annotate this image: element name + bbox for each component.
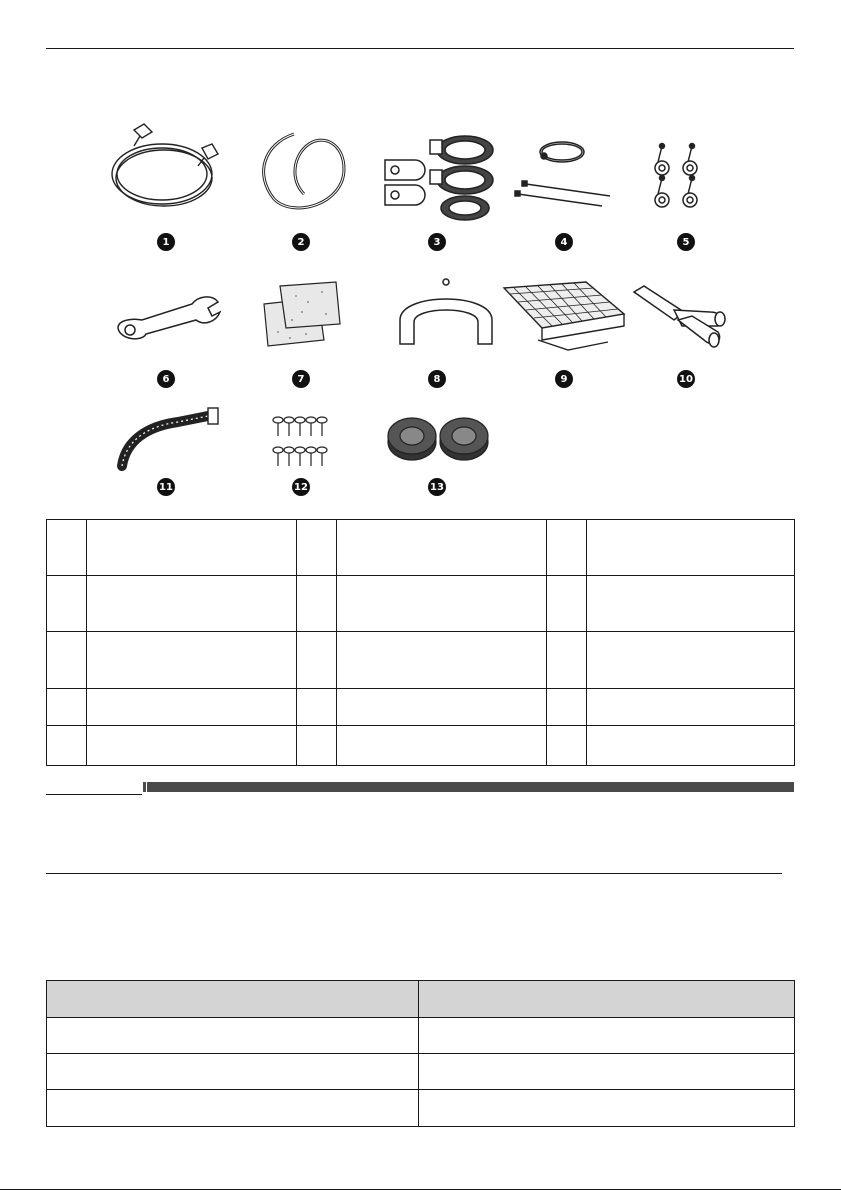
part-number-badge: 7 (292, 370, 310, 388)
part-number-badge: 9 (555, 370, 573, 388)
drain-hose-icon (254, 124, 354, 219)
table-header-row (47, 981, 795, 1018)
part-number-badge: 11 (157, 478, 175, 496)
page-footer-rule (0, 1189, 841, 1190)
table-header-cell (419, 981, 795, 1018)
table-cell (297, 726, 337, 766)
table-row (47, 576, 795, 632)
table-cell (47, 1090, 419, 1127)
hose-clamps-icon (380, 130, 500, 225)
inlet-hose-icon (106, 118, 226, 213)
table-cell (47, 726, 87, 766)
section-heading-bar (147, 782, 794, 792)
accessory-table (46, 519, 795, 766)
table-cell (47, 1018, 419, 1054)
part-number-badge: 6 (157, 370, 175, 388)
page-header-rule (46, 48, 794, 49)
table-cell (47, 689, 87, 726)
spanner-icon (112, 290, 222, 345)
table-cell (337, 726, 547, 766)
table-cell (587, 632, 795, 689)
table-cell (547, 726, 587, 766)
clamp-and-cable-ties-icon (514, 138, 614, 213)
part-number-badge: 1 (157, 233, 175, 251)
elbow-bracket-icon (396, 276, 496, 348)
anti-vibration-pads-icon (386, 414, 490, 462)
cap-covers-icon (650, 142, 710, 212)
table-row (47, 726, 795, 766)
part-number-badge: 5 (677, 233, 695, 251)
table-cell (87, 520, 297, 576)
table-cell (419, 1090, 795, 1127)
part-number-badge: 13 (428, 478, 446, 496)
table-cell (297, 520, 337, 576)
table-cell (47, 520, 87, 576)
table-cell (297, 689, 337, 726)
table-cell (337, 689, 547, 726)
table-row (47, 520, 795, 576)
screws-icon (270, 414, 330, 474)
table-cell (47, 576, 87, 632)
part-number-badge: 8 (428, 370, 446, 388)
part-number-badge: 3 (428, 233, 446, 251)
extension-hose-icon (108, 400, 226, 475)
part-number-badge: 12 (292, 478, 310, 496)
part-number-badge: 10 (677, 370, 695, 388)
table-cell (337, 632, 547, 689)
table-row (47, 1090, 795, 1127)
anti-slip-sheets-icon (256, 278, 346, 348)
table-row (47, 1054, 795, 1090)
table-cell (47, 632, 87, 689)
table-cell (419, 1018, 795, 1054)
table-cell (87, 689, 297, 726)
table-cell (587, 726, 795, 766)
table-row (47, 632, 795, 689)
drying-rack-icon (498, 278, 628, 358)
table-row (47, 1018, 795, 1054)
table-cell (587, 520, 795, 576)
subsection-rule (46, 873, 782, 874)
table-cell (297, 632, 337, 689)
y-connector-icon (630, 282, 730, 352)
table-cell (87, 576, 297, 632)
table-cell (419, 1054, 795, 1090)
table-cell (87, 632, 297, 689)
table-row (47, 689, 795, 726)
table-cell (587, 689, 795, 726)
section-heading-marker (143, 782, 146, 792)
part-number-badge: 4 (555, 233, 573, 251)
table-cell (547, 689, 587, 726)
table-cell (547, 576, 587, 632)
table-cell (547, 520, 587, 576)
table-cell (87, 726, 297, 766)
spec-table (46, 980, 795, 1127)
table-header-cell (47, 981, 419, 1018)
section-heading-rule (46, 794, 142, 795)
table-cell (297, 576, 337, 632)
table-cell (47, 1054, 419, 1090)
table-cell (337, 520, 547, 576)
table-cell (587, 576, 795, 632)
part-number-badge: 2 (292, 233, 310, 251)
table-cell (337, 576, 547, 632)
table-cell (547, 632, 587, 689)
